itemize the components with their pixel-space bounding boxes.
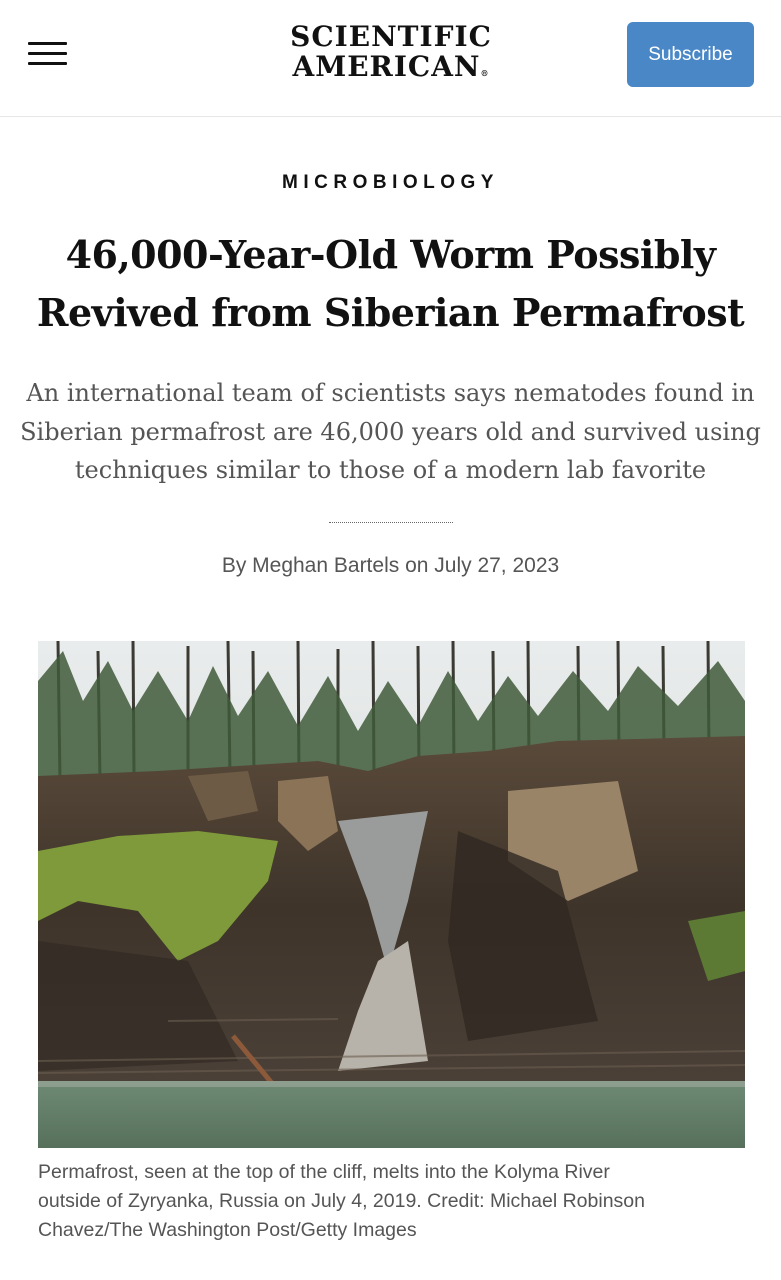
article-dek: An international team of scientists says nematodes found in Siberian permafrost are 46,000 years old and survived using techniques similar to those of a modern lab favorite bbox=[20, 379, 761, 484]
logo-line-2 bbox=[268, 52, 514, 88]
article-byline: By Meghan Bartels on July 27, 2023 bbox=[221, 554, 560, 577]
logo-line-2-text: AMERICAN bbox=[292, 50, 481, 83]
image-caption bbox=[38, 1158, 738, 1245]
menu-bar bbox=[28, 62, 67, 65]
hero-image bbox=[38, 641, 745, 1148]
logo-line-1: SCIENTIFIC bbox=[290, 20, 492, 53]
site-header bbox=[0, 0, 781, 117]
article-headline bbox=[30, 226, 751, 342]
headline-line-1: 46,000-Year-Old Worm Possibly bbox=[65, 232, 716, 277]
caption-line-1: Permafrost, seen at the top of the cliff, melts into the Kolyma River bbox=[38, 1161, 610, 1183]
site-logo[interactable] bbox=[268, 22, 514, 88]
registered-mark: ® bbox=[480, 68, 490, 78]
menu-bar bbox=[28, 52, 67, 55]
subscribe-button[interactable]: Subscribe bbox=[627, 22, 754, 87]
headline-line-2: Revived from Siberian Permafrost bbox=[36, 290, 745, 335]
hamburger-menu-icon[interactable] bbox=[22, 34, 72, 74]
caption-line-3: Chavez/The Washington Post/Getty Images bbox=[38, 1219, 417, 1241]
menu-bar bbox=[28, 42, 67, 45]
article-category[interactable]: MICROBIOLOGY bbox=[282, 172, 499, 193]
caption-line-2: outside of Zyryanka, Russia on July 4, 2019. Credit: Michael Robinson bbox=[38, 1190, 645, 1212]
divider bbox=[329, 522, 453, 523]
